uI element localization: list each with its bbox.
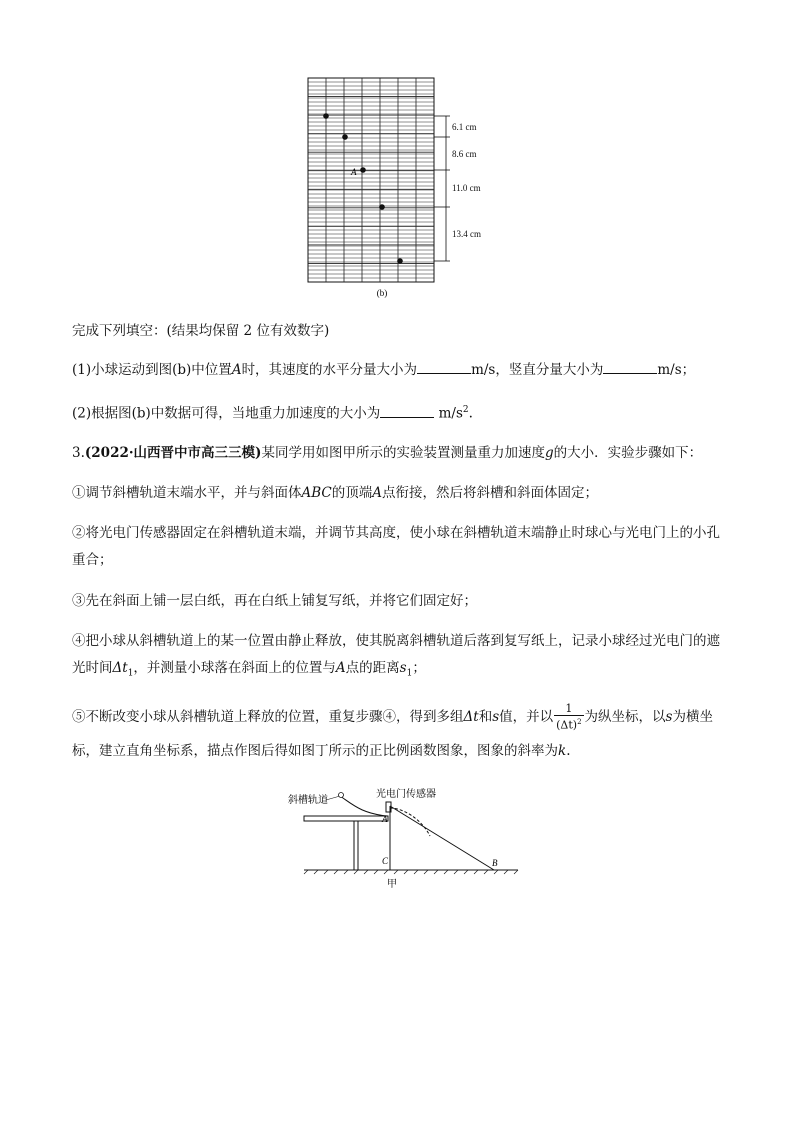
- step4-sub-1: 1: [127, 668, 134, 679]
- step4-text-b: ，并测量小球落在斜面上的位置与: [133, 660, 336, 676]
- q1-var-a: A: [231, 362, 242, 378]
- label-b: B: [492, 858, 498, 868]
- step5-text-e: 为横坐标，建立直角坐标系，描点作图后得如图丁所示的正比例函数图象，图象的斜率为: [72, 709, 713, 759]
- figure-jia-caption: 甲: [387, 879, 397, 890]
- q3-source: (2022·山西晋中市高三三模): [84, 445, 262, 461]
- step4-text-d: ；: [412, 660, 426, 676]
- step-3: ③先在斜面上铺一层白纸，再在白纸上铺复写纸，并将它们固定好；: [72, 593, 477, 609]
- figure-jia: [286, 786, 526, 892]
- q3-var-g: g: [544, 445, 554, 461]
- fraction-denominator-sup: 2: [577, 718, 582, 727]
- ball: [339, 793, 344, 798]
- ball-point-5: [397, 258, 403, 264]
- segment-label-4: 13.4 cm: [452, 229, 481, 239]
- label-a: A: [382, 814, 388, 824]
- q1-unit2: m/s；: [657, 362, 696, 378]
- dimension-lines: [434, 116, 450, 261]
- ball-point-a: [360, 167, 366, 173]
- step-5: [72, 700, 724, 768]
- step1-var-abc: ABC: [301, 485, 332, 501]
- label-sensor: 光电门传感器: [376, 789, 436, 800]
- segment-label-1: 6.1 cm: [452, 122, 477, 132]
- step4-var-s: s: [399, 660, 407, 676]
- ball-point-1: [323, 113, 329, 119]
- figure-b: [300, 76, 500, 302]
- fraction-numerator: 1: [554, 703, 583, 716]
- step5-var-dt: Δt: [463, 709, 479, 725]
- step5-var-s2: s: [665, 709, 673, 725]
- ground-hatch: [304, 870, 518, 874]
- q2-unit: m/s: [438, 405, 463, 422]
- step4-text-c: 点的距离: [345, 660, 400, 676]
- q1-unit1: m/s，竖直分量大小为: [471, 362, 604, 378]
- ball-point-4: [379, 204, 385, 210]
- q1-prefix: (1)小球运动到图(b)中位置: [72, 362, 232, 378]
- fraction-denominator-base: (Δt): [556, 718, 578, 732]
- step5-text-a: ⑤不断改变小球从斜槽轨道上释放的位置，重复步骤④，得到多组: [72, 709, 464, 725]
- figure-jia-svg: [286, 786, 526, 892]
- step5-text-c: 值，并以: [499, 709, 554, 725]
- label-track: 斜槽轨道: [288, 795, 328, 806]
- label-c: C: [382, 856, 389, 866]
- trajectory-dashed: [390, 808, 430, 836]
- step-2: ②将光电门传感器固定在斜槽轨道末端，并调节其高度，使小球在斜槽轨道末端静止时球心与光电门上的小孔重合；: [72, 525, 720, 568]
- question-2: [72, 397, 724, 428]
- point-a-label: A: [351, 167, 357, 177]
- q3-text2: 的大小．实验步骤如下：: [553, 445, 703, 461]
- table-top: [304, 816, 388, 821]
- step5-text-d: 为纵坐标，以: [584, 709, 666, 725]
- answer-blank-gravity[interactable]: [380, 403, 434, 418]
- fraction-one-over-dt-squared: [554, 703, 583, 732]
- step1-text-b: 的顶端: [331, 485, 373, 501]
- step5-text-f: .: [566, 743, 571, 759]
- step1-text-c: 点衔接，然后将斜槽和斜面体固定；: [382, 485, 598, 501]
- figure-b-svg: [300, 76, 500, 302]
- segment-label-2: 8.6 cm: [452, 149, 477, 159]
- fraction-denominator: [554, 716, 583, 732]
- answer-blank-horizontal-velocity[interactable]: [417, 359, 471, 374]
- step1-var-a: A: [372, 485, 382, 501]
- ball-point-2: [342, 134, 348, 140]
- q2-unit-sup: 2: [462, 405, 469, 415]
- q3-number: 3.: [72, 445, 85, 461]
- segment-label-3: 11.0 cm: [452, 183, 481, 193]
- q1-mid: 时，其速度的水平分量大小为: [241, 362, 418, 378]
- grid-background: [308, 78, 434, 282]
- step5-var-k: k: [558, 743, 567, 759]
- step5-text-b: 和: [478, 709, 493, 725]
- step-1: [72, 480, 724, 507]
- step4-var-a: A: [335, 660, 346, 676]
- step1-text-a: ①调节斜槽轨道末端水平，并与斜面体: [72, 485, 302, 501]
- step5-var-s: s: [492, 709, 500, 725]
- question-3-stem: [72, 440, 724, 467]
- intro-text: 完成下列填空：(结果均保留 2 位有效数字): [72, 323, 330, 339]
- q2-end: .: [468, 405, 473, 422]
- q3-text1: 某同学用如图甲所示的实验装置测量重力加速度: [261, 445, 545, 461]
- answer-blank-vertical-velocity[interactable]: [603, 359, 657, 374]
- step4-var-dt: Δt: [112, 660, 128, 676]
- step4-sub-2: 1: [406, 668, 413, 679]
- figure-b-caption: (b): [376, 288, 388, 298]
- step4-text-a: ④把小球从斜槽轨道上的某一位置由静止释放，使其脱离斜槽轨道后落到复写纸上，记录小球经过光电门的遮光时间: [72, 633, 720, 676]
- q2-prefix: (2)根据图(b)中数据可得，当地重力加速度的大小为: [72, 405, 381, 422]
- question-1: [72, 357, 724, 384]
- step-4: [72, 628, 724, 688]
- incline-hypotenuse-ab: [390, 806, 494, 870]
